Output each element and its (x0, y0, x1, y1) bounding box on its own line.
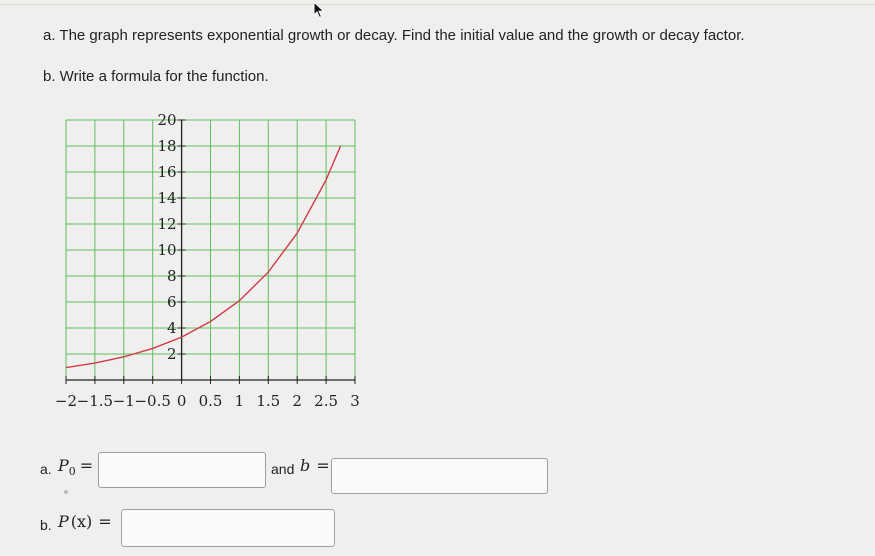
x-tick-label: 2.5 (314, 392, 339, 410)
x-tick-label: 3 (350, 392, 360, 410)
p0-input-field[interactable] (99, 453, 269, 489)
answer-a-label: a. (40, 461, 52, 477)
x-tick-label: −0.5 (134, 392, 171, 410)
y-tick-label: 18 (157, 137, 177, 155)
x-tick-label: 0 (176, 392, 187, 410)
px-answer-input[interactable] (121, 509, 335, 547)
y-tick-label: 16 (157, 163, 177, 181)
x-tick-label: −1 (112, 392, 135, 410)
question-part-a: a. The graph represents exponential growth or decay. Find the initial value and the growth or decay factor. (43, 27, 745, 44)
y-tick-label: 6 (167, 293, 177, 311)
y-tick-label: 8 (167, 267, 177, 285)
px-expression: P (x) = (58, 512, 112, 531)
x-tick-label: −1.5 (76, 392, 114, 410)
decorative-dot (64, 490, 68, 494)
y-tick-label: 20 (157, 111, 177, 129)
x-tick-label: 1 (234, 392, 245, 410)
exponential-graph (54, 108, 368, 423)
b-input-field[interactable] (332, 459, 551, 495)
x-tick-label: 2 (292, 392, 302, 410)
question-part-b: b. Write a formula for the function. (43, 68, 269, 85)
exponential-curve (66, 146, 341, 368)
and-text: and (271, 461, 295, 477)
x-tick-label: 1.5 (256, 392, 281, 410)
y-tick-label: 12 (157, 215, 177, 233)
p0-expression: $P_0$ = (58, 456, 94, 478)
answer-b-label: b. (40, 517, 52, 533)
mouse-cursor-icon (313, 1, 327, 19)
x-tick-label: −2 (54, 392, 78, 410)
y-tick-label: 4 (167, 319, 177, 337)
y-tick-label: 10 (157, 241, 177, 259)
top-divider (0, 4, 875, 5)
b-expression: b = (300, 456, 330, 475)
p0-answer-input[interactable] (98, 452, 266, 488)
b-answer-input[interactable] (331, 458, 548, 494)
px-input-field[interactable] (122, 510, 338, 548)
y-tick-label: 14 (157, 189, 177, 207)
x-tick-label: 0.5 (198, 392, 223, 410)
y-tick-label: 2 (167, 345, 177, 363)
